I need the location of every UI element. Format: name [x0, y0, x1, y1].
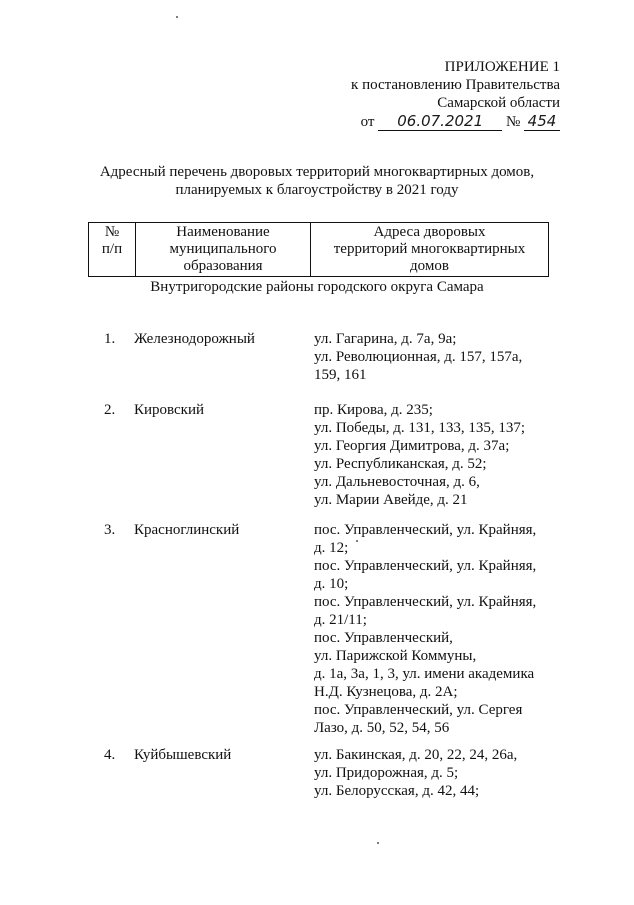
address-list: [314, 330, 574, 384]
document-title: [0, 163, 634, 199]
address-line: ул. Бакинская, д. 20, 22, 24, 26а,: [314, 747, 518, 763]
district-name: Кировский: [134, 402, 205, 418]
district-name: Красноглинский: [134, 522, 240, 538]
appendix-date-number-line: [351, 112, 560, 130]
address-line: Лазо, д. 50, 52, 54, 56: [314, 720, 450, 736]
address-line: ул. Республиканская, д. 52;: [314, 456, 487, 472]
address-line: пос. Управленческий, ул. Крайняя,: [314, 522, 537, 538]
address-list: [314, 521, 574, 737]
address-line: пос. Управленческий, ул. Крайняя,: [314, 558, 537, 574]
address-line: д. 10;: [314, 576, 349, 592]
header-cell-number: № п/п: [89, 223, 136, 277]
row-number: 1.: [104, 331, 116, 347]
scan-speck: [176, 16, 178, 18]
address-line: ул. Георгия Димитрова, д. 37а;: [314, 438, 510, 454]
address-line: д. 1а, 3а, 1, 3, ул. имени академика: [314, 666, 535, 682]
address-line: пос. Управленческий,: [314, 630, 453, 646]
handwritten-number: 454: [524, 112, 560, 131]
address-line: д. 21/11;: [314, 612, 367, 628]
section-subtitle: Внутригородские районы городского округа Самара: [150, 279, 484, 295]
district-name: Куйбышевский: [134, 747, 232, 763]
appendix-region-line: Самарской области: [437, 95, 560, 111]
header-table: [88, 222, 549, 277]
address-list: [314, 401, 574, 509]
title-line-1: Адресный перечень дворовых территорий многоквартирных домов,: [99, 164, 535, 180]
appendix-heading: ПРИЛОЖЕНИЕ 1: [444, 59, 560, 75]
address-line: ул. Белорусская, д. 42, 44;: [314, 783, 480, 799]
number-label: №: [505, 114, 521, 130]
address-line: 159, 161: [314, 367, 367, 383]
row-number: 3.: [104, 522, 116, 538]
header-cell-municipality: Наименование муниципального образования: [136, 223, 311, 277]
address-line: ул. Гагарина, д. 7а, 9а;: [314, 331, 457, 347]
scan-speck: [377, 842, 379, 844]
row-number: 2.: [104, 402, 116, 418]
address-line: ул. Придорожная, д. 5;: [314, 765, 459, 781]
address-list: [314, 746, 574, 800]
address-line: пр. Кирова, д. 235;: [314, 402, 433, 418]
header-row: [89, 223, 549, 277]
appendix-block: [351, 58, 560, 130]
address-line: ул. Дальневосточная, д. 6,: [314, 474, 480, 490]
from-label: от: [360, 114, 375, 130]
address-line: пос. Управленческий, ул. Крайняя,: [314, 594, 537, 610]
address-line: ул. Парижской Коммуны,: [314, 648, 477, 664]
handwritten-date: 06.07.2021: [378, 112, 502, 131]
address-line: ул. Марии Авейде, д. 21: [314, 492, 468, 508]
scan-speck: [356, 540, 358, 542]
address-line: ул. Революционная, д. 157, 157а,: [314, 349, 523, 365]
appendix-decree-line: к постановлению Правительства: [351, 77, 560, 93]
row-number: 4.: [104, 747, 116, 763]
address-line: Н.Д. Кузнецова, д. 2А;: [314, 684, 458, 700]
district-name: Железнодорожный: [134, 331, 255, 347]
address-line: ул. Победы, д. 131, 133, 135, 137;: [314, 420, 526, 436]
address-line: д. 12;: [314, 540, 349, 556]
title-line-2: планируемых к благоустройству в 2021 году: [175, 182, 459, 198]
address-line: пос. Управленческий, ул. Сергея: [314, 702, 523, 718]
header-cell-addresses: Адреса дворовых территорий многоквартирных домов: [311, 223, 549, 277]
